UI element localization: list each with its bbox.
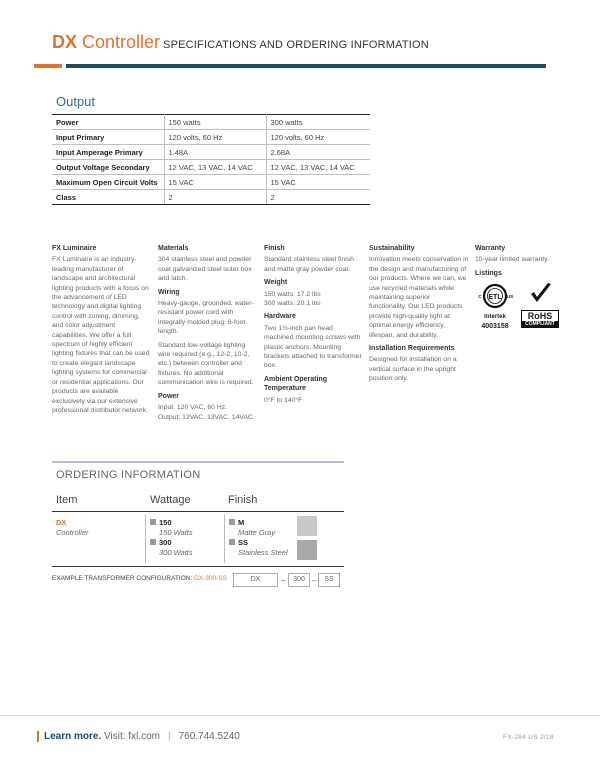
intertek-label: Intertek <box>484 313 506 320</box>
checkbox-icon <box>229 539 235 545</box>
finish-swatch-stainless <box>297 540 317 560</box>
column-warranty <box>475 244 571 332</box>
website-link[interactable]: Visit: fxl.com <box>101 731 160 742</box>
finish-option: SS <box>229 538 288 548</box>
svg-text:US: US <box>506 294 514 300</box>
materials-text: 304 stainless steel and powder coat galvanized steel outer box and latch. <box>158 256 252 283</box>
wattage-desc: 150 Watts <box>159 528 193 537</box>
spec-value: 2 <box>266 190 370 205</box>
ordering-header-wattage: Wattage <box>150 494 191 506</box>
column-fx-luminaire <box>52 244 150 419</box>
spec-value: 150 watts <box>164 115 266 130</box>
page-subtitle: SPECIFICATIONS AND ORDERING INFORMATION <box>163 39 429 51</box>
item-code: DX <box>56 518 67 527</box>
wiring-text-2: Standard low-voltage lighting wire required (e.g., 12-2, 10-2, etc.) between controller and fixtures. No additional communication wire is required. <box>158 341 254 387</box>
spec-row <box>52 160 370 175</box>
installation-text: Designed for installation on a vertical surface in the upright position only. <box>369 356 457 383</box>
example-dash: – <box>312 576 317 585</box>
finish-text: Standard stainless steel finish and matte gray powder coat. <box>264 256 354 273</box>
ordering-divider <box>145 515 146 563</box>
weight-text: 150 watts: 17.2 lbs 300 watts: 20.1 lbs <box>264 290 321 308</box>
spec-value: 300 watts <box>266 115 370 130</box>
ambient-heading: Ambient Operating Temperature <box>264 375 328 393</box>
finish-heading: Finish <box>264 245 285 252</box>
wattage-option: 150 <box>150 518 193 528</box>
spec-row <box>52 190 370 205</box>
svg-text:C: C <box>478 294 482 300</box>
column-finish <box>264 244 364 409</box>
page-header <box>52 32 429 53</box>
spec-value: 2 <box>164 190 266 205</box>
rohs-label: RoHS <box>521 310 559 321</box>
ordering-header-item: Item <box>56 494 78 506</box>
sustainability-heading: Sustainability <box>369 245 415 252</box>
checkbox-icon <box>229 519 235 525</box>
intertek-number: 4003158 <box>481 323 509 331</box>
power-heading: Power <box>158 392 180 400</box>
spec-row <box>52 145 370 160</box>
checkbox-icon <box>150 519 156 525</box>
header-accent-bar <box>34 64 62 68</box>
phone-number: 760.744.5240 <box>178 731 240 742</box>
spec-label: Input Amperage Primary <box>52 145 164 160</box>
spec-label: Input Primary <box>52 130 164 145</box>
header-rule <box>66 64 546 68</box>
wattage-desc: 300 Watts <box>159 548 193 557</box>
finish-option: M <box>229 518 288 528</box>
intertek-etl-logo <box>475 282 515 331</box>
weight-heading: Weight <box>264 279 288 287</box>
fx-luminaire-heading: FX Luminaire <box>52 245 97 252</box>
wiring-heading: Wiring <box>158 288 180 296</box>
wattage-option: 300 <box>150 538 193 548</box>
checkbox-icon <box>150 539 156 545</box>
item-desc: Controller <box>56 528 89 537</box>
example-box-wattage: 300 <box>288 573 310 587</box>
spec-row <box>52 130 370 145</box>
example-configuration: EXAMPLE TRANSFORMER CONFIGURATION: DX-300-SS <box>52 575 227 582</box>
etl-mark-icon <box>475 282 515 310</box>
example-code: DX-300-SS <box>194 575 227 582</box>
spec-value: 1.48A <box>164 145 266 160</box>
spec-value: 120 volts, 60 Hz <box>266 130 370 145</box>
learn-more-label: Learn more. <box>44 731 102 742</box>
spec-value: 15 VAC <box>266 175 370 190</box>
spec-row <box>52 115 370 130</box>
svg-text:ETL: ETL <box>488 294 502 302</box>
footer-rule <box>0 715 600 716</box>
ordering-finish-options <box>229 518 288 558</box>
finish-desc: Matte Gray <box>238 528 276 537</box>
spec-label: Output Voltage Secondary <box>52 160 164 175</box>
ambient-text: 0°F to 140°F <box>264 396 303 404</box>
ordering-item <box>56 518 89 538</box>
sustainability-text: Innovation meets conservation in the design and manufacturing of our products. Where we can, we use recycled materials while maintaining superior functionality. Our LED products provide high-quality light at optimal energy efficiency, lifespan, and durability. <box>369 256 469 339</box>
hardware-heading: Hardware <box>264 313 296 321</box>
ordering-title: ORDERING INFORMATION <box>56 469 201 481</box>
spec-value: 2.68A <box>266 145 370 160</box>
fx-luminaire-text: FX Luminaire is an industry-leading manufacturer of landscape and architectural lighting products with a focus on the advancement of LED technology and digital lighting control with zoning, dimming, and color adjustment capabilities. We offer a full spectrum of highly efficient lighting fixtures that can be used to create elegant landscape lighting systems for commercial or residential applications. Our products are available exclusively via our extensive professional distributor network. <box>52 256 150 414</box>
document-code: FX-284 US 2/18 <box>503 734 554 741</box>
example-box-item: DX <box>233 573 278 587</box>
ordering-bottom-rule <box>52 566 344 567</box>
footer <box>44 731 240 742</box>
listings-logos <box>475 282 571 332</box>
materials-heading: Materials <box>158 245 189 252</box>
column-materials <box>158 244 256 426</box>
product-title: DX Controller <box>52 32 161 52</box>
finish-swatch-matte-gray <box>297 516 317 536</box>
example-box-finish: SS <box>318 573 340 587</box>
ordering-divider <box>224 515 225 563</box>
output-spec-table <box>52 114 370 205</box>
spec-value: 15 VAC <box>164 175 266 190</box>
spec-label: Class <box>52 190 164 205</box>
ordering-header-row <box>52 494 344 512</box>
spec-row <box>52 175 370 190</box>
footer-accent-bar <box>37 731 39 742</box>
rohs-logo <box>521 282 559 327</box>
ordering-header-finish: Finish <box>228 494 258 506</box>
spec-label: Maximum Open Circuit Volts <box>52 175 164 190</box>
ordering-wattage-options <box>150 518 193 558</box>
listings-heading: Listings <box>475 269 502 277</box>
warranty-heading: Warranty <box>475 245 506 252</box>
spec-value: 120 volts, 60 Hz <box>164 130 266 145</box>
ordering-separator <box>52 461 344 463</box>
installation-heading: Installation Requirements <box>369 345 455 353</box>
column-sustainability <box>369 244 469 388</box>
spec-value: 12 VAC, 13 VAC, 14 VAC <box>164 160 266 175</box>
output-title: Output <box>56 94 96 109</box>
power-text: Input: 120 VAC, 60 Hz. Output: 12VAC, 13VAC, 14VAC. <box>158 404 255 421</box>
checkmark-icon <box>521 282 559 306</box>
footer-divider: | <box>167 731 171 742</box>
rohs-compliant-label: COMPLIANT <box>521 321 559 328</box>
finish-desc: Stainless Steel <box>238 548 288 557</box>
warranty-text: 10-year limited warranty. <box>475 256 549 264</box>
spec-label: Power <box>52 115 164 130</box>
wiring-text-1: Heavy-gauge, grounded, water-resistant power cord with integrally molded plug; 6-foot length. <box>158 300 254 336</box>
example-dash: – <box>281 576 286 585</box>
spec-value: 12 VAC, 13 VAC, 14 VAC <box>266 160 370 175</box>
hardware-text: Two 1½-inch pan head machined mounting screws with plastic anchors. Mounting brackets attached to transformer box. <box>264 324 362 370</box>
